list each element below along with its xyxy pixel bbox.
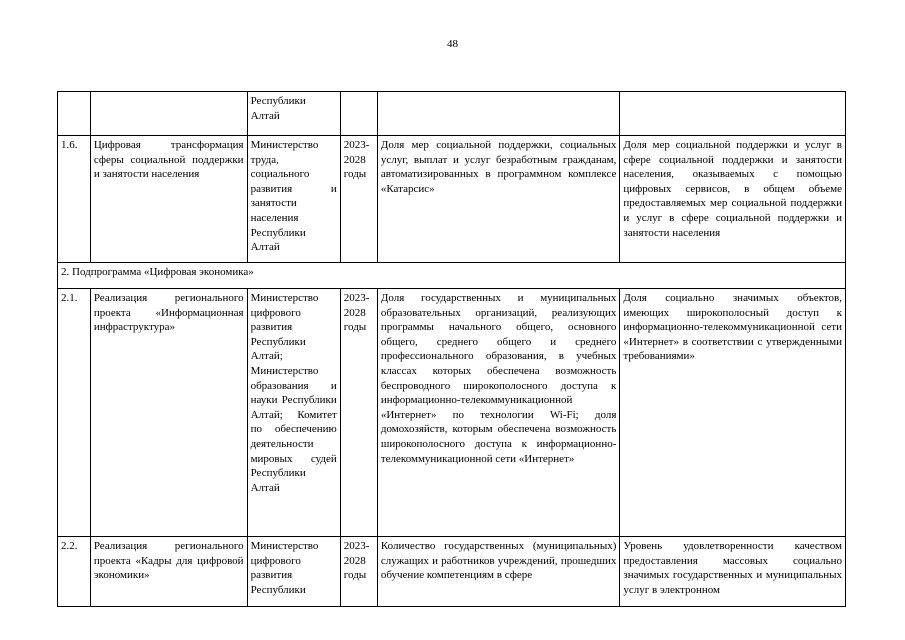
row-number: 2.2. (58, 537, 91, 607)
period: 2023-2028 годы (340, 289, 377, 537)
indicator-direct: Доля мер социальной поддержки, социальных услуг, выплат и услуг безработным гражданам, автоматизированных в программном комплексе «Катарсис» (377, 136, 620, 263)
executor: Министерство цифрового развития Республики Алтай; Министерство образования и науки Республики Алтай; Комитет по обеспечению деятельности мировых судей Республики Алтай (247, 289, 340, 537)
row-number (58, 92, 91, 136)
program-table (57, 91, 846, 607)
executor: Республики Алтай (247, 92, 340, 136)
indicator-direct (377, 92, 620, 136)
row-number: 1.6. (58, 136, 91, 263)
executor: Министерство труда, социального развития и занятости населения Республики Алтай (247, 136, 340, 263)
period: 2023-2028 годы (340, 136, 377, 263)
measure-name: Реализация регионального проекта «Информационная инфраструктура» (90, 289, 247, 537)
subprogram-title: 2. Подпрограмма «Цифровая экономика» (58, 263, 846, 289)
table-row (58, 537, 846, 607)
period: 2023-2028 годы (340, 537, 377, 607)
table-row (58, 92, 846, 136)
indicator-direct: Доля государственных и муниципальных образовательных организаций, реализующих программы начального общего, основного общего, среднего общего и среднего профессионального образования, в учебных классах которых обеспечена возможность беспроводного широкополосного доступа к информационно-телекоммуникационной «Интернет» по технологии Wi-Fi; доля домохозяйств, которым обеспечена возможность широкополосного доступа к информационно-телекоммуникационной сети «Интернет» (377, 289, 620, 537)
table-row (58, 136, 846, 263)
table-row (58, 289, 846, 537)
measure-name (90, 92, 247, 136)
measure-name: Реализация регионального проекта «Кадры для цифровой экономики» (90, 537, 247, 607)
indicator-final: Доля социально значимых объектов, имеющих широкополосный доступ к информационно-телекоммуникационной сети «Интернет» в соответствии с утвержденными требованиями» (620, 289, 846, 537)
subprogram-row (58, 263, 846, 289)
indicator-final: Уровень удовлетворенности качеством предоставления массовых социально значимых государственных и муниципальных услуг в электронном (620, 537, 846, 607)
indicator-final: Доля мер социальной поддержки и услуг в сфере социальной поддержки и занятости населения, оказываемых с помощью цифровых сервисов, в общем объеме предоставляемых мер социальной поддержки и услуг в сфере социальной поддержки и занятости населения (620, 136, 846, 263)
measure-name: Цифровая трансформация сферы социальной поддержки и занятости населения (90, 136, 247, 263)
row-number: 2.1. (58, 289, 91, 537)
indicator-final (620, 92, 846, 136)
indicator-direct: Количество государственных (муниципальных) служащих и работников учреждений, прошедших обучение компетенциям в сфере (377, 537, 620, 607)
page-number: 48 (447, 38, 458, 50)
executor: Министерство цифрового развития Республики (247, 537, 340, 607)
period (340, 92, 377, 136)
